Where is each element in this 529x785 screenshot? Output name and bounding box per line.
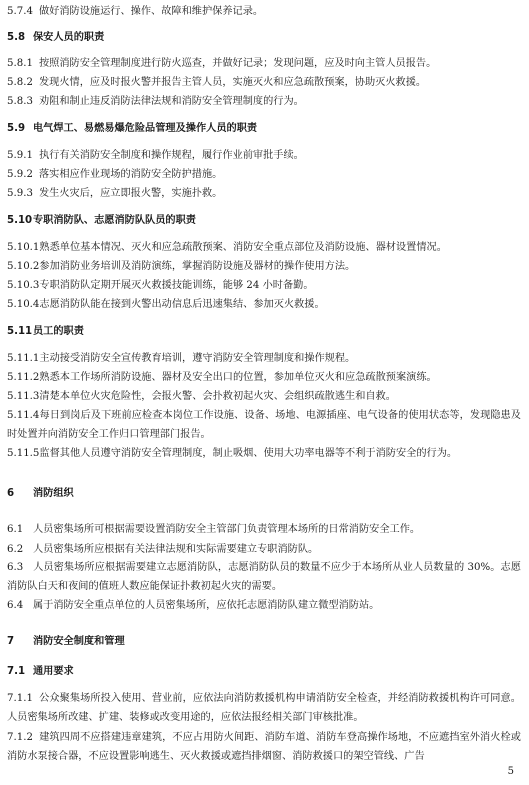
- clause-text: 人员密集场所应根据需要建立志愿消防队，志愿消防队员的数量不应少于本场所从业人员数量的 30%。志愿消防队白天和夜间的值班人数应能保证扑救初起火灾的需要。: [7, 562, 521, 592]
- clause-5-10-1: [7, 240, 521, 255]
- heading-number: 7: [7, 636, 15, 647]
- clause-6-3: [7, 558, 521, 596]
- clause-text: 清楚本单位火灾危险性，会报火警、会扑救初起火灾、会组织疏散逃生和自救。: [39, 391, 396, 402]
- heading-text: 员工的职责: [33, 326, 84, 337]
- clause-text: 参加消防业务培训及消防演练，掌握消防设施及器材的操作使用方法。: [39, 261, 356, 272]
- clause-text: 熟悉本工作场所消防设施、器材及安全出口的位置，参加单位灭火和应急疏散预案演练。: [39, 372, 437, 383]
- heading-text: 通用要求: [33, 666, 74, 677]
- clause-number: 6.1: [7, 524, 24, 535]
- heading-number: 5.10: [7, 215, 33, 226]
- clause-7-1-1: [7, 689, 521, 727]
- clause-number: 5.10.1: [7, 242, 40, 253]
- clause-text: 落实相应作业现场的消防安全防护措施。: [39, 169, 223, 180]
- clause-text: 志愿消防队能在接到火警出动信息后迅速集结、参加灭火救援。: [39, 299, 325, 310]
- heading-text: 保安人员的职责: [33, 32, 105, 43]
- clause-5-11-2: [7, 370, 521, 385]
- page-number: 5: [507, 766, 514, 777]
- clause-text: 监督其他人员遵守消防安全管理制度，制止吸烟、使用大功率电器等不利于消防安全的行为。: [39, 448, 458, 459]
- heading-text: 消防组织: [33, 488, 74, 499]
- heading-text: 专职消防队、志愿消防队队员的职责: [33, 215, 196, 226]
- heading-number: 7.1: [7, 666, 26, 677]
- clause-7-1-2: [7, 728, 521, 766]
- clause-number: 7.1.1: [7, 693, 33, 704]
- clause-number: 5.11.4: [7, 410, 40, 421]
- heading-number: 5.9: [7, 123, 26, 134]
- clause-number: 6.3: [7, 562, 24, 573]
- clause-5-8-1: [7, 56, 521, 71]
- clause-5-10-2: [7, 259, 521, 274]
- chapter-heading-6: [7, 486, 521, 501]
- clause-text: 建筑四周不应搭建违章建筑，不应占用防火间距、消防车道、消防车登高操作场地，不应遮挡室外消火栓或消防水泵接合器，不应设置影响逃生、灭火救援或遮挡排烟窗、消防救援口的架空管线、广告: [7, 732, 521, 762]
- heading-text: 消防安全制度和管理: [33, 636, 125, 647]
- clause-number: 6.4: [7, 600, 24, 611]
- clause-number: 5.9.3: [7, 188, 33, 199]
- clause-5-8-2: [7, 75, 521, 90]
- heading-text: 电气焊工、易燃易爆危险品管理及操作人员的职责: [33, 123, 258, 134]
- clause-text: 公众聚集场所投入使用、营业前，应依法向消防救援机构申请消防安全检查，并经消防救援机构许可同意。人员密集场所改建、扩建、装修或改变用途的，应依法报经相关部门审核批准。: [7, 693, 521, 723]
- heading-number: 6: [7, 488, 15, 499]
- section-heading-5-9: [7, 121, 521, 136]
- clause-text: 每日到岗后及下班前应检查本岗位工作设施、设备、场地、电源插座、电气设备的使用状态等，发现隐患及时处置并向消防安全工作归口管理部门报告。: [7, 410, 521, 440]
- clause-number: 5.8.3: [7, 96, 33, 107]
- clause-text: 做好消防设施运行、操作、故障和维护保养记录。: [39, 6, 264, 17]
- clause-number: 5.8.2: [7, 77, 33, 88]
- clause-5-10-4: [7, 297, 521, 312]
- clause-5-9-3: [7, 186, 521, 201]
- clause-6-1: [7, 522, 521, 537]
- clause-text: 人员密集场所可根据需要设置消防安全主管部门负责管理本场所的日常消防安全工作。: [33, 524, 421, 535]
- clause-5-11-5: [7, 446, 521, 461]
- clause-number: 5.11.2: [7, 372, 40, 383]
- clause-text: 人员密集场所应根据有关法律法规和实际需要建立专职消防队。: [33, 544, 319, 555]
- clause-5-9-1: [7, 148, 521, 163]
- clause-6-2: [7, 542, 521, 557]
- clause-text: 劝阻和制止违反消防法律法规和消防安全管理制度的行为。: [39, 96, 304, 107]
- clause-text: 熟悉单位基本情况、灭火和应急疏散预案、消防安全重点部位及消防设施、器材设置情况。: [39, 242, 447, 253]
- clause-number: 5.7.4: [7, 6, 33, 17]
- clause-text: 发生火灾后，应立即报火警，实施扑救。: [39, 188, 223, 199]
- clause-text: 主动接受消防安全宣传教育培训，遵守消防安全管理制度和操作规程。: [39, 353, 356, 364]
- clause-5-11-3: [7, 389, 521, 404]
- clause-5-11-1: [7, 351, 521, 366]
- clause-number: 5.10.4: [7, 299, 40, 310]
- section-heading-7-1: [7, 664, 521, 679]
- clause-number: 7.1.2: [7, 732, 33, 743]
- clause-number: 5.11.1: [7, 353, 40, 364]
- section-heading-5-8: [7, 30, 521, 45]
- heading-number: 5.11: [7, 326, 33, 337]
- clause-5-11-4: [7, 406, 521, 444]
- clause-5-8-3: [7, 94, 521, 109]
- clause-text: 按照消防安全管理制度进行防火巡查，并做好记录；发现问题，应及时向主管人员报告。: [39, 58, 437, 69]
- clause-number: 5.9.1: [7, 150, 33, 161]
- clause-text: 执行有关消防安全制度和操作规程，履行作业前审批手续。: [39, 150, 304, 161]
- clause-5-7-4: [7, 4, 521, 19]
- clause-5-10-3: [7, 278, 521, 293]
- clause-text: 属于消防安全重点单位的人员密集场所，应依托志愿消防队建立微型消防站。: [33, 600, 380, 611]
- section-heading-5-11: [7, 324, 521, 339]
- heading-number: 5.8: [7, 32, 26, 43]
- clause-number: 5.8.1: [7, 58, 33, 69]
- section-heading-5-10: [7, 213, 521, 228]
- clause-text: 发现火情，应及时报火警并报告主管人员，实施灭火和应急疏散预案，协助灭火救援。: [39, 77, 427, 88]
- clause-6-4: [7, 598, 521, 613]
- clause-number: 5.11.3: [7, 391, 40, 402]
- clause-text: 专职消防队定期开展灭火救援技能训练，能够 24 小时备勤。: [39, 280, 314, 291]
- clause-5-9-2: [7, 167, 521, 182]
- chapter-heading-7: [7, 634, 521, 649]
- clause-number: 5.9.2: [7, 169, 33, 180]
- clause-number: 5.10.2: [7, 261, 40, 272]
- clause-number: 5.10.3: [7, 280, 40, 291]
- clause-number: 6.2: [7, 544, 24, 555]
- clause-number: 5.11.5: [7, 448, 40, 459]
